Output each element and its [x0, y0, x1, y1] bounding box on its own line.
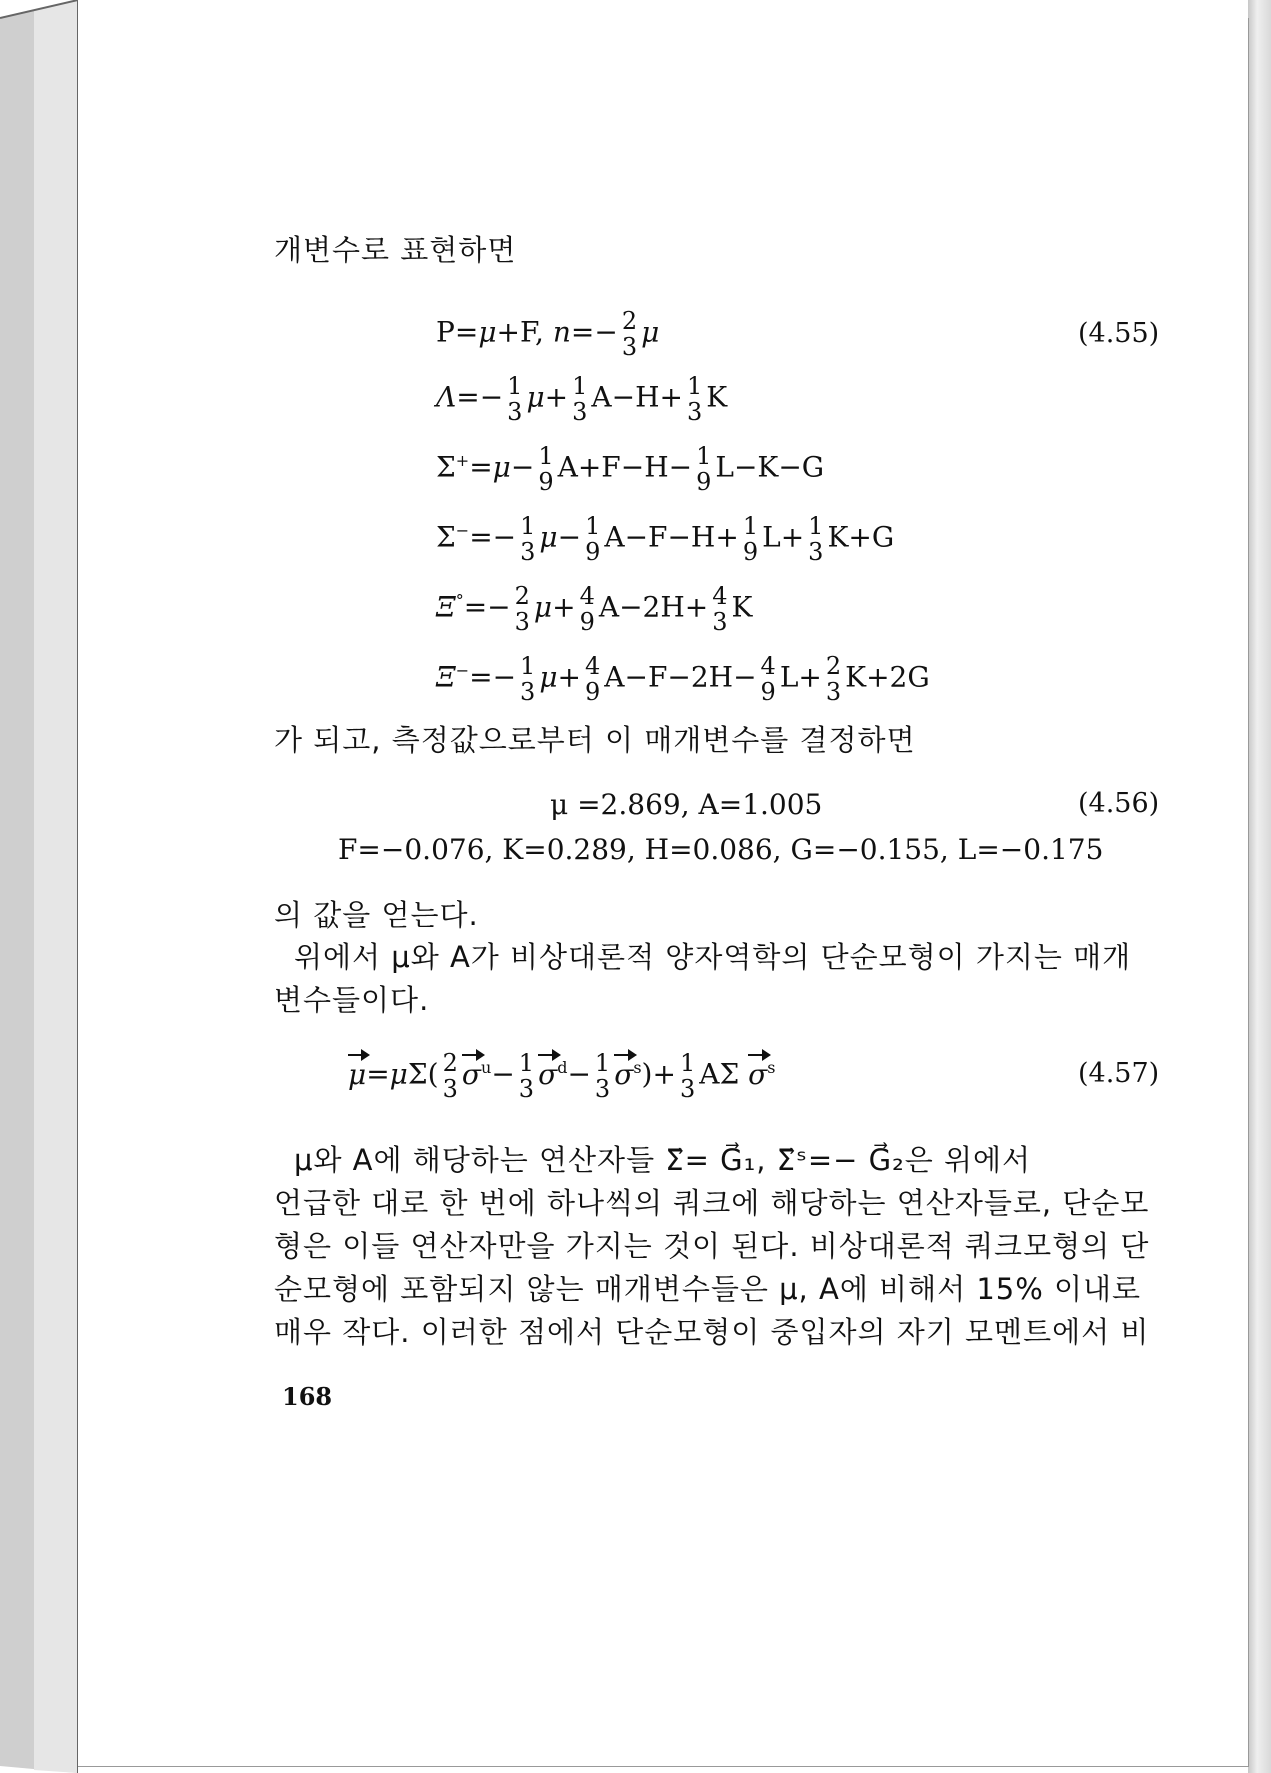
eq-number-4-56: (4.56): [1078, 788, 1160, 819]
page-number: 168: [282, 1382, 333, 1411]
para3-line2: 언급한 대로 한 번에 하나씩의 쿼크에 해당하는 연산자들로, 단순모: [274, 1186, 1150, 1220]
eq-4-55-line3: Σ+=μ− 1 9 A+F−H− 1 9 L−K−G: [436, 442, 825, 496]
eq-4-55-line6: Ξ−=− 1 3 μ+ 4 9 A−F−2H− 4 9 L+ 2 3 K+2G: [436, 652, 930, 706]
book-page: [78, 18, 1249, 1767]
para3-line1: μ와 A에 해당하는 연산자들 Σ⃗= G⃗₁, Σ⃗ˢ=− G⃗₂은 위에서: [294, 1143, 1032, 1177]
eq-4-55-line5: Ξ°=− 2 3 μ+ 4 9 A−2H+ 4 3 K: [436, 582, 753, 636]
para2-line2: 변수들이다.: [274, 983, 430, 1017]
eq-number-4-57: (4.57): [1078, 1058, 1160, 1089]
eq-4-55-line4: Σ−=− 1 3 μ− 1 9 A−F−H+ 1 9 L+ 1 3 K+G: [436, 512, 895, 566]
after-eq-text: 가 되고, 측정값으로부터 이 매개변수를 결정하면: [274, 723, 916, 757]
eq-4-55-line2: Λ=− 1 3 μ+ 1 3 A−H+ 1 3 K: [436, 372, 728, 426]
eq-number-4-55: (4.55): [1078, 318, 1160, 349]
para2-line1: 위에서 μ와 A가 비상대론적 양자역학의 단순모형이 가지는 매개: [294, 940, 1132, 974]
para3-line3: 형은 이들 연산자만을 가지는 것이 된다. 비상대론적 쿼크모형의 단: [274, 1229, 1150, 1263]
para1: 의 값을 얻는다.: [274, 898, 479, 932]
eq-4-56-line1: μ =2.869, A=1.005: [550, 788, 823, 821]
para3-line4: 순모형에 포함되지 않는 매개변수들은 μ, A에 비해서 15% 이내로: [274, 1272, 1142, 1306]
eq-4-57: μ=μΣ( 2 3 $\sigma^u-$ 1 3 $\sigma^d-$ 1 3 $\sigma^s)+$ 1 3 AΣ $\sigma^s$: [348, 1049, 776, 1103]
page-edge: [1248, 0, 1271, 1773]
book-spine: [0, 0, 78, 1773]
para3-line5: 매우 작다. 이러한 점에서 단순모형이 중입자의 자기 모멘트에서 비: [274, 1315, 1150, 1349]
eq-4-56-line2: F=−0.076, K=0.289, H=0.086, G=−0.155, L=−0.175: [338, 833, 1104, 866]
intro-text: 개변수로 표현하면: [274, 233, 517, 267]
eq-4-55-line1: P=μ+F, n=− 2 3 μ: [436, 307, 660, 361]
